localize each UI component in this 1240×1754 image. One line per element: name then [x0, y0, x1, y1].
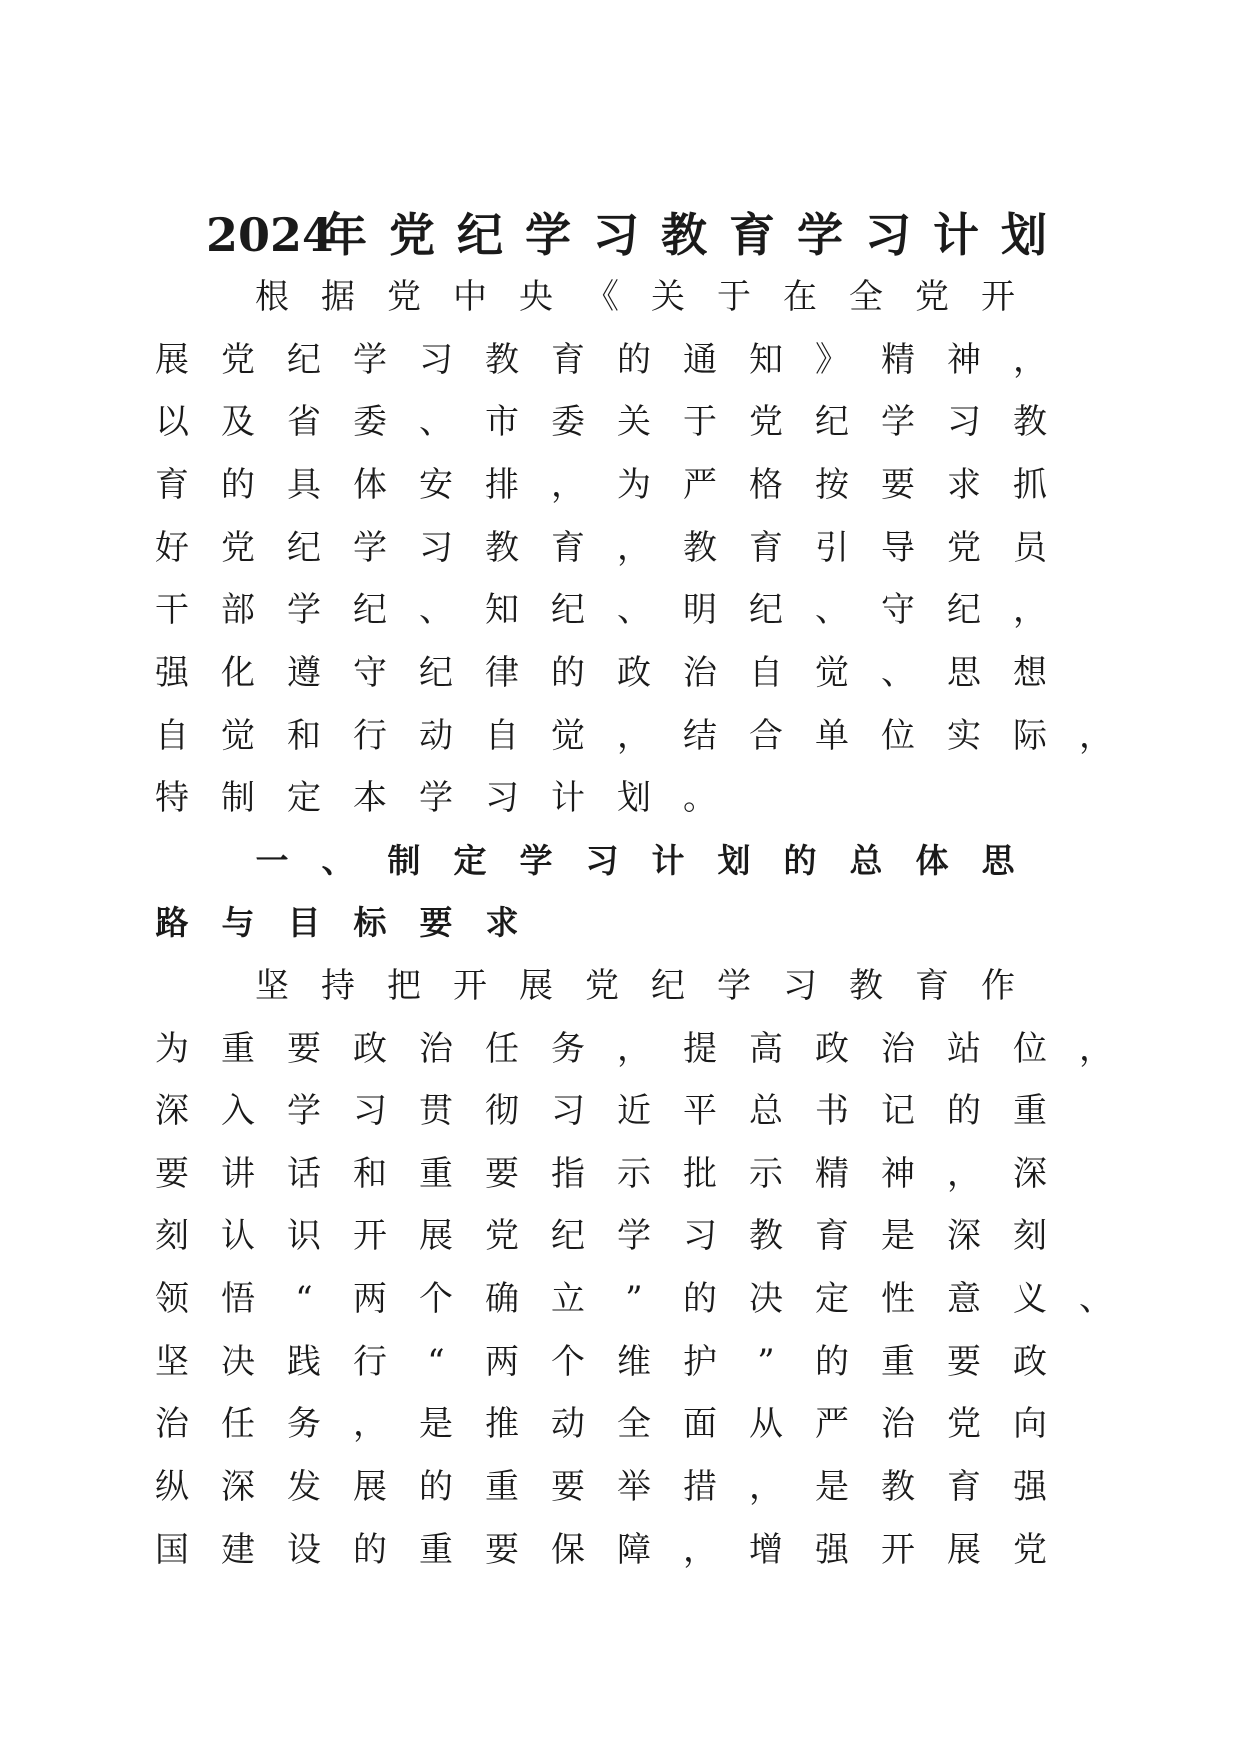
document-page: 2024 年 党 纪 学 习 教 育 学 习 计 划 根 据 党 中 央 《 关 于 在 全 党 开 展 党 纪 学 习 教 育 的 通 知 》 精 神 ， 以 及 省 委 、 市 委 关 于 党 纪 学 习 教 育 的 具 体 安 排 ， 为 严 格 按 要 求 抓 好 党 纪 学 习 教 育 ， 教 育 引 导 党 员 干 部 学 纪 、 知 纪 、 明 纪 、 守 纪 ， 强 化 遵 守 纪 律 的 政 治 自 觉 、 思 想 自 觉 和 行 动 自 觉 ， 结 合 单 位 实 际 ， 特 制 定 本 学 习 计 划 。 一 、 制 定 学 习 计 划 的 总 体 思 路 与 目 标 要 求 坚 持 把 开 展 党 纪 学 习 教 育 作 为 重 要 政 治 任 务 ， 提 高 政 治 站 位 ， 深 入 学 习 贯 彻 习 近 平 总 书 记 的 重 要 讲 话 和 重 要 指 示 批 示 精 神 ， 深 刻 认 识 开 展 党 纪 学 习 教 育 是 深 刻 领 悟 “ 两 个 确 立 ” 的 决 定 性 意 义 、 坚 决 践 行 “ 两 个 维 护 ” 的 重 要 政 治 任 务 ， 是 推 动 全 面 从 严 治 党 向 纵 深 发 展 的 重 要 举 措 ， 是 教 育 强 国 建 设 的 重 要 保 障 ， 增 强 开 展 党 — [0, 0, 1240, 1754]
